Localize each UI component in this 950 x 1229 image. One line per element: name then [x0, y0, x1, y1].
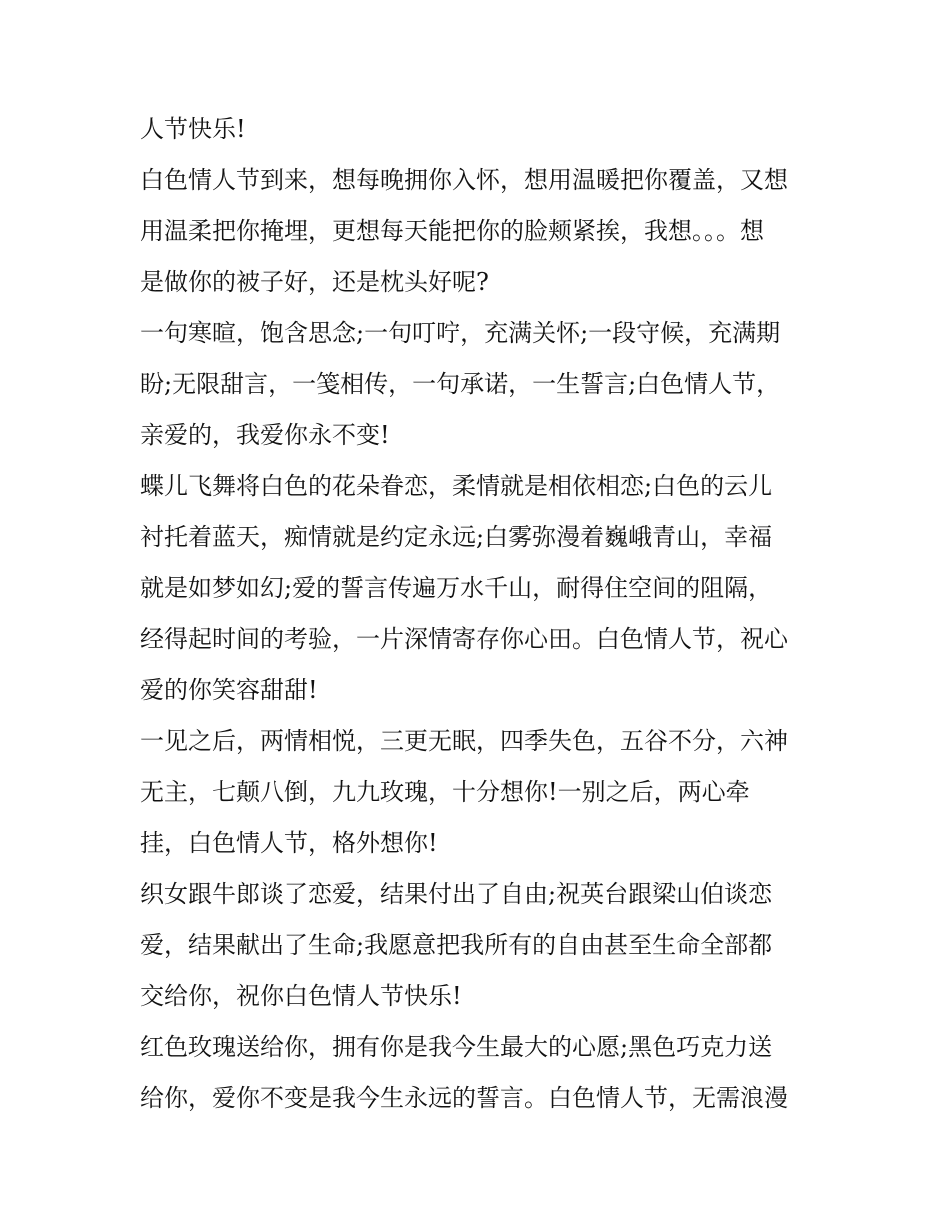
text-line: 给你，爱你不变是我今生永远的誓言。白色情人节，无需浪漫	[140, 1084, 788, 1112]
text-line: 红色玫瑰送给你，拥有你是我今生最大的心愿;黑色巧克力送	[140, 1033, 773, 1061]
text-line: 爱，结果献出了生命;我愿意把我所有的自由甚至生命全部都	[140, 931, 773, 959]
text-line: 交给你，祝你白色情人节快乐!	[140, 982, 462, 1010]
text-line: 一见之后，两情相悦，三更无眠，四季失色，五谷不分，六神	[140, 727, 788, 755]
text-line: 爱的你笑容甜甜!	[140, 676, 318, 704]
text-line: 无主，七颠八倒，九九玫瑰，十分想你!一别之后，两心牵	[140, 778, 750, 806]
document-body	[140, 104, 820, 1124]
text-line: 衬托着蓝天，痴情就是约定永远;白雾弥漫着巍峨青山，幸福	[140, 523, 773, 551]
text-line: 织女跟牛郎谈了恋爱，结果付出了自由;祝英台跟梁山伯谈恋	[140, 880, 773, 908]
text-line: 经得起时间的考验，一片深情寄存你心田。白色情人节，祝心	[140, 625, 788, 653]
text-line: 亲爱的，我爱你永不变!	[140, 421, 390, 449]
text-line: 挂，白色情人节，格外想你!	[140, 829, 438, 857]
text-line: 白色情人节到来，想每晚拥你入怀，想用温暖把你覆盖，又想	[140, 166, 788, 194]
text-line: 蝶儿飞舞将白色的花朵眷恋，柔情就是相依相恋;白色的云儿	[140, 472, 773, 500]
text-line: 人节快乐!	[140, 115, 246, 143]
text-line: 一句寒暄，饱含思念;一句叮咛，充满关怀;一段守候，充满期	[140, 319, 781, 347]
text-line: 用温柔把你掩埋，更想每天能把你的脸颊紧挨，我想。。。想	[140, 217, 764, 245]
text-line: 盼;无限甜言，一笺相传，一句承诺，一生誓言;白色情人节，	[140, 370, 781, 398]
text-line: 是做你的被子好，还是枕头好呢?	[140, 268, 489, 296]
text-line: 就是如梦如幻;爱的誓言传遍万水千山，耐得住空间的阻隔，	[140, 574, 773, 602]
